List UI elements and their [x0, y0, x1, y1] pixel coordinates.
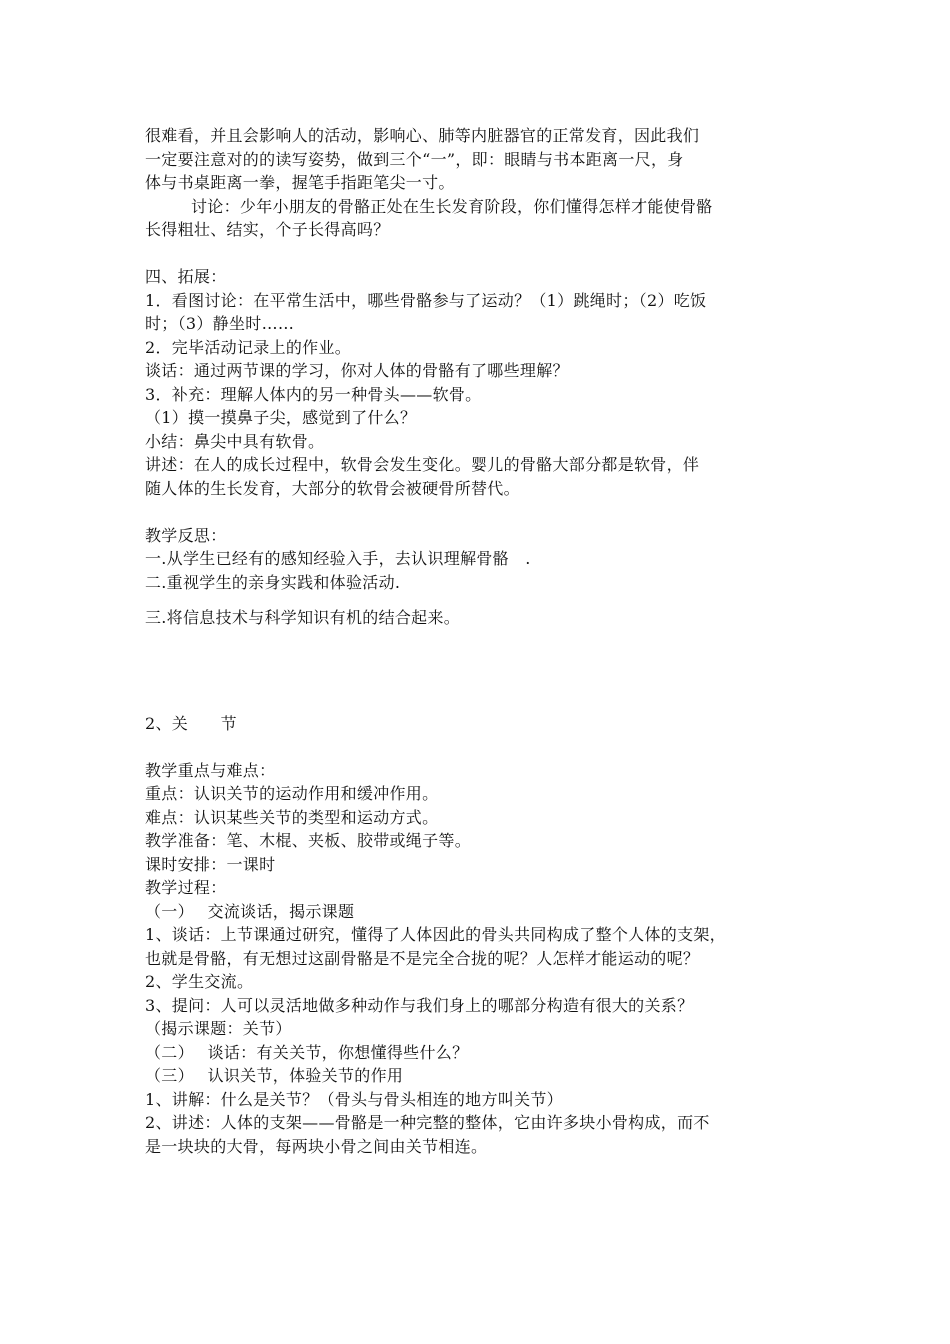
text-line: 难点：认识某些关节的类型和运动方式。 — [145, 807, 439, 827]
text-line: 讲述：在人的成长过程中，软骨会发生变化。婴儿的骨骼大部分都是软骨，伴 — [145, 455, 700, 474]
text-line: 教学准备：笔、木棍、夹板、胶带或绳子等。 — [145, 831, 472, 850]
text-line: 1．看图讨论：在平常生活中，哪些骨骼参与了运动？（1）跳绳时；（2）吃饭 — [145, 290, 707, 310]
text-line: 三.将信息技术与科学知识有机的结合起来。 — [145, 608, 461, 627]
text-line: 一.从学生已经有的感知经验入手，去认识理解骨骼 . — [145, 549, 531, 568]
text-line: 一定要注意对的的读写姿势，做到三个“一”，即：眼睛与书本距离一尺，身 — [145, 149, 684, 169]
text-line: 随人体的生长发育，大部分的软骨会被硬骨所替代。 — [145, 478, 520, 498]
text-line: 1、讲解：什么是关节？（骨头与骨头相连的地方叫关节） — [145, 1089, 563, 1109]
text-line: 3．补充：理解人体内的另一种骨头——软骨。 — [145, 384, 482, 404]
text-line: 谈话：通过两节课的学习，你对人体的骨骼有了哪些理解？ — [145, 361, 569, 380]
text-line: （揭示课题：关节） — [145, 1019, 292, 1038]
section-heading: 四、拓展： — [145, 267, 227, 286]
text-line: 是一块块的大骨，每两块小骨之间由关节相连。 — [145, 1136, 488, 1156]
text-line: 2、学生交流。 — [145, 972, 254, 991]
blank-space — [145, 630, 805, 700]
discussion-line: 讨论：少年小朋友的骨骼正处在生长发育阶段，你们懂得怎样才能使骨骼 — [191, 196, 713, 216]
text-line: 小结：鼻尖中具有软骨。 — [145, 431, 325, 451]
text-line: （1）摸一摸鼻子尖，感觉到了什么？ — [145, 408, 417, 427]
blank-line — [145, 242, 805, 266]
text-line: （三） 认识关节，体验关节的作用 — [145, 1066, 404, 1085]
text-line: 教学过程： — [145, 878, 227, 897]
text-line: 很难看，并且会影响人的活动，影响心、肺等内脏器官的正常发育，因此我们 — [145, 126, 700, 145]
text-line: （二） 谈话：有关关节，你想懂得些什么？ — [145, 1042, 469, 1062]
lesson-title: 2、关 节 — [145, 713, 237, 733]
text-line: 也就是骨骼，有无想过这副骨骼是不是完全合拢的呢？人怎样才能运动的呢？ — [145, 948, 700, 968]
text-line: 重点：认识关节的运动作用和缓冲作用。 — [145, 784, 439, 803]
text-line: 二.重视学生的亲身实践和体验活动. — [145, 572, 401, 592]
section-heading: 教学反思： — [145, 525, 227, 545]
text-line: （一） 交流谈话，揭示课题 — [145, 901, 355, 921]
text-line: 2．完毕活动记录上的作业。 — [145, 337, 352, 357]
text-line: 时；（3）静坐时…… — [145, 314, 295, 333]
text-line: 3、提问：人可以灵活地做多种动作与我们身上的哪部分构造有很大的关系？ — [145, 995, 694, 1015]
text-line: 体与书桌距离一拳，握笔手指距笔尖一寸。 — [145, 173, 455, 192]
blank-space — [145, 700, 805, 712]
text-line: 长得粗壮、结实，个子长得高吗？ — [145, 220, 390, 239]
blank-line — [145, 500, 805, 524]
text-line: 2、讲述：人体的支架——骨骼是一种完整的整体，它由许多块小骨构成，而不 — [145, 1113, 710, 1132]
text-line: 课时安排：一课时 — [145, 854, 276, 874]
blank-line — [145, 594, 805, 606]
section-heading: 教学重点与难点： — [145, 760, 276, 780]
blank-line — [145, 735, 805, 759]
document-page — [145, 124, 805, 1158]
text-line: 1、谈话：上节课通过研究，懂得了人体因此的骨头共同构成了整个人体的支架， — [145, 925, 726, 944]
